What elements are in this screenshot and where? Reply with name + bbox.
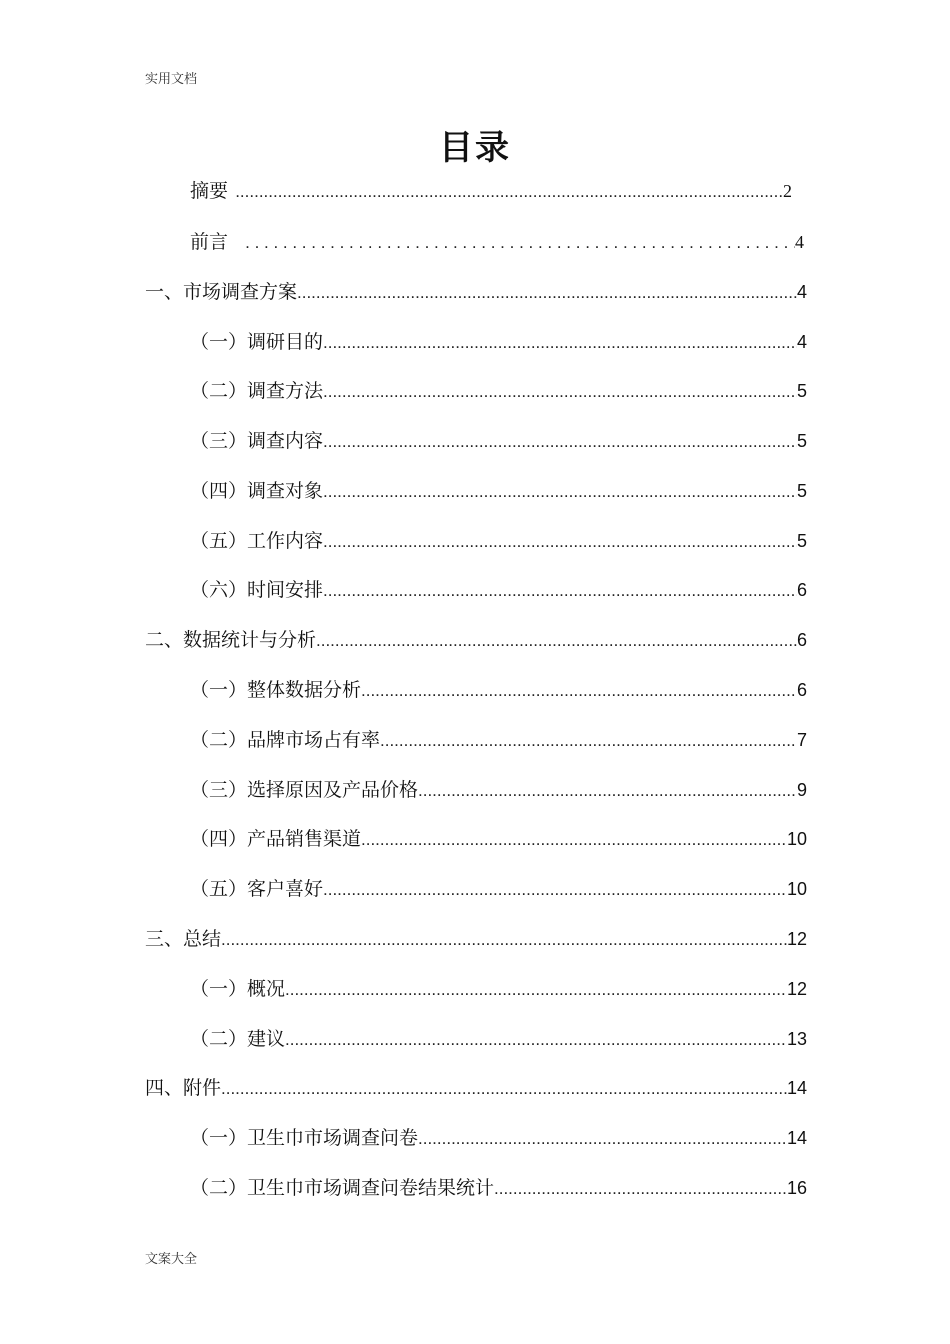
toc-entry-page: 14 [786, 1128, 807, 1148]
toc-entry-label: （五）工作内容 [190, 530, 324, 552]
toc-entry-label: （四）调查对象 [190, 480, 324, 502]
toc-entry-page: 4 [796, 332, 807, 352]
toc-entry-2-1[interactable] [190, 675, 807, 705]
toc-entry-label: （六）时间安排 [190, 579, 324, 601]
toc-leader-dots [221, 930, 787, 950]
toc-entry-2-4[interactable] [190, 824, 807, 854]
toc-leader-dots [323, 333, 797, 353]
toc-leader-dots [323, 382, 797, 402]
toc-leader-dots [235, 182, 783, 202]
toc-entry-label: （一）调研目的 [190, 331, 324, 353]
toc-leader-dots [361, 830, 787, 850]
toc-entry-4-2[interactable] [190, 1173, 807, 1203]
toc-leader-dots [494, 1179, 787, 1199]
toc-entry-section-2[interactable] [145, 625, 807, 655]
toc-entry-label: （二）卫生巾市场调查问卷结果统计 [190, 1177, 495, 1199]
toc-entry-label: （二）品牌市场占有率 [190, 729, 381, 751]
toc-entry-label: 三、总结 [145, 928, 222, 950]
toc-entry-1-5[interactable] [190, 526, 807, 556]
toc-leader-dots [297, 283, 797, 303]
toc-entry-1-4[interactable] [190, 476, 807, 506]
toc-entry-label: 四、附件 [145, 1077, 222, 1099]
toc-entry-label: （三）选择原因及产品价格 [190, 779, 419, 801]
toc-entry-label: （三）调查内容 [190, 430, 324, 452]
toc-entry-1-2[interactable] [190, 376, 807, 406]
toc-entry-1-6[interactable] [190, 575, 807, 605]
toc-entry-page: 13 [786, 1029, 807, 1049]
toc-leader-dots [323, 880, 787, 900]
toc-leader-dots [323, 581, 797, 601]
toc-entry-label: 前言 [190, 231, 229, 253]
toc-entry-page: 12 [786, 929, 807, 949]
toc-entry-page: 12 [786, 979, 807, 999]
toc-leader-dots [418, 1129, 787, 1149]
toc-leader-dots [245, 233, 795, 253]
toc-entry-preface[interactable] [190, 227, 804, 257]
toc-entry-label: （一）概况 [190, 978, 286, 1000]
toc-entry-page: 6 [796, 580, 807, 600]
toc-entry-1-3[interactable] [190, 426, 807, 456]
toc-entry-1-1[interactable] [190, 327, 807, 357]
toc-leader-dots [380, 731, 797, 751]
toc-entry-4-1[interactable] [190, 1123, 807, 1153]
page-header: 实用文档 [145, 72, 198, 87]
toc-entry-2-2[interactable] [190, 725, 807, 755]
toc-entry-page: 5 [796, 531, 807, 551]
toc-entry-label: （二）调查方法 [190, 380, 324, 402]
toc-entry-3-2[interactable] [190, 1024, 807, 1054]
toc-entry-3-1[interactable] [190, 974, 807, 1004]
toc-entry-page: 10 [786, 829, 807, 849]
toc-entry-section-1[interactable] [145, 277, 807, 307]
toc-entry-label: 一、市场调查方案 [145, 281, 298, 303]
page-footer: 文案大全 [145, 1252, 198, 1267]
toc-leader-dots [361, 681, 797, 701]
toc-entry-label: （一）卫生巾市场调查问卷 [190, 1127, 419, 1149]
toc-leader-dots [285, 980, 787, 1000]
toc-entry-page: 7 [796, 730, 807, 750]
toc-entry-2-3[interactable] [190, 775, 807, 805]
toc-entry-label: 摘要 [190, 180, 229, 202]
toc-leader-dots [316, 631, 797, 651]
toc-entry-abstract[interactable] [190, 176, 792, 206]
toc-entry-page: 16 [786, 1178, 807, 1198]
toc-entry-page: 6 [796, 630, 807, 650]
toc-entry-page: 10 [786, 879, 807, 899]
toc-entry-page: 2 [783, 181, 792, 201]
toc-leader-dots [221, 1079, 787, 1099]
toc-leader-dots [285, 1030, 787, 1050]
toc-entry-page: 9 [796, 780, 807, 800]
toc-entry-2-5[interactable] [190, 874, 807, 904]
toc-entry-page: 5 [796, 381, 807, 401]
toc-entry-page: 5 [796, 431, 807, 451]
toc-entry-section-3[interactable] [145, 924, 807, 954]
toc-entry-label: 二、数据统计与分析 [145, 629, 317, 651]
toc-entry-page: 5 [796, 481, 807, 501]
toc-entry-label: （四）产品销售渠道 [190, 828, 362, 850]
toc-title: 目录 [439, 128, 511, 168]
toc-entry-label: （一）整体数据分析 [190, 679, 362, 701]
toc-entry-label: （五）客户喜好 [190, 878, 324, 900]
toc-leader-dots [323, 432, 797, 452]
toc-entry-label: （二）建议 [190, 1028, 286, 1050]
toc-leader-dots [323, 532, 797, 552]
toc-entry-page: 6 [796, 680, 807, 700]
toc-entry-page: 14 [786, 1078, 807, 1098]
toc-entry-page: 4 [796, 282, 807, 302]
toc-entry-page: 4 [795, 232, 804, 252]
toc-entry-section-4[interactable] [145, 1073, 807, 1103]
toc-leader-dots [323, 482, 797, 502]
toc-leader-dots [418, 781, 797, 801]
